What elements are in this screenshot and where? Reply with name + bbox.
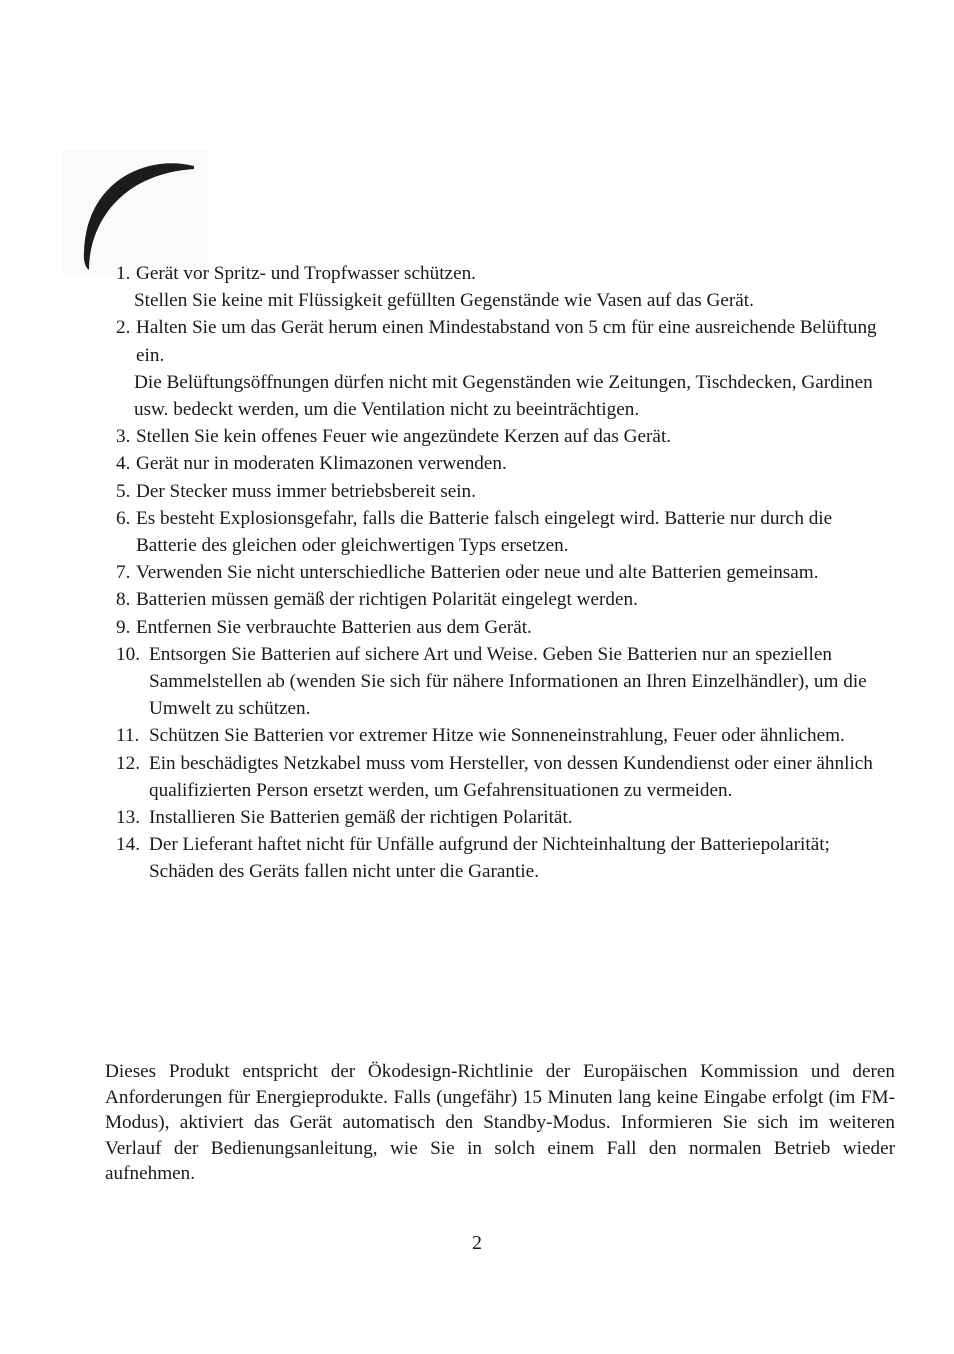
ecodesign-paragraph: Dieses Produkt entspricht der Ökodesign-Richtlinie der Europäischen Kommission und deren Anforderungen für Energieprodukte. Falls (ungefähr) 15 Minuten lang keine Eingabe erfolgt (im FM-Modus), aktiviert das Gerät automatisch den Standby-Modus. Informieren Sie sich im weiteren Verlauf der Bedienungsanleitung, wie Sie in solch einem Fall den normalen Betrieb wieder aufnehmen. <box>105 1061 895 1184</box>
list-item: 5. Der Stecker muss immer betriebsbereit sein. <box>116 480 476 502</box>
list-item: 9. Entfernen Sie verbrauchte Batterien aus dem Gerät. <box>116 616 532 638</box>
list-item: 4. Gerät nur in moderaten Klimazonen verwenden. <box>116 453 507 475</box>
safety-instructions-list <box>116 260 896 886</box>
list-item: 13. Installieren Sie Batterien gemäß der richtigen Polarität. <box>116 807 573 829</box>
list-item: 8. Batterien müssen gemäß der richtigen Polarität eingelegt werden. <box>116 589 638 611</box>
list-item: 3. Stellen Sie kein offenes Feuer wie angezündete Kerzen auf das Gerät. <box>116 426 672 448</box>
list-item: 12. Ein beschädigtes Netzkabel muss vom Hersteller, von dessen Kundendienst oder einer ähnlich qualifizierten Person ersetzt werden, um Gefahrensituationen zu vermeiden. <box>116 752 873 801</box>
page-number: 2 <box>472 1232 482 1254</box>
list-item: 1. Gerät vor Spritz- und Tropfwasser schützen. Stellen Sie keine mit Flüssigkeit gefüllten Gegenstände wie Vasen auf das Gerät. <box>116 263 754 312</box>
list-item: 11. Schützen Sie Batterien vor extremer Hitze wie Sonneneinstrahlung, Feuer oder ähnlichem. <box>116 725 845 747</box>
list-item: 10. Entsorgen Sie Batterien auf sichere Art und Weise. Geben Sie Batterien nur an speziellen Sammelstellen ab (wenden Sie sich für nähere Informationen an Ihren Einzelhändler), um die Umwelt zu schützen. <box>116 643 867 720</box>
decorative-swoosh-icon <box>62 150 208 276</box>
list-item: 7. Verwenden Sie nicht unterschiedliche Batterien oder neue und alte Batterien gemeinsam. <box>116 562 819 584</box>
list-item: 2. Halten Sie um das Gerät herum einen Mindestabstand von 5 cm für eine ausreichende Belüftung ein. Die Belüftungsöffnungen dürfen nicht mit Gegenständen wie Zeitungen, Tischdecken, Gardinen usw. bedeckt werden, um die Ventilation nicht zu beeinträchtigen. <box>116 317 877 421</box>
list-item: 14. Der Lieferant haftet nicht für Unfälle aufgrund der Nichteinhaltung der Batteriepolarität; Schäden des Geräts fallen nicht unter die Garantie. <box>116 834 830 883</box>
list-item: 6. Es besteht Explosionsgefahr, falls die Batterie falsch eingelegt wird. Batterie nur durch die Batterie des gleichen oder gleichwertigen Typs ersetzen. <box>116 507 833 557</box>
